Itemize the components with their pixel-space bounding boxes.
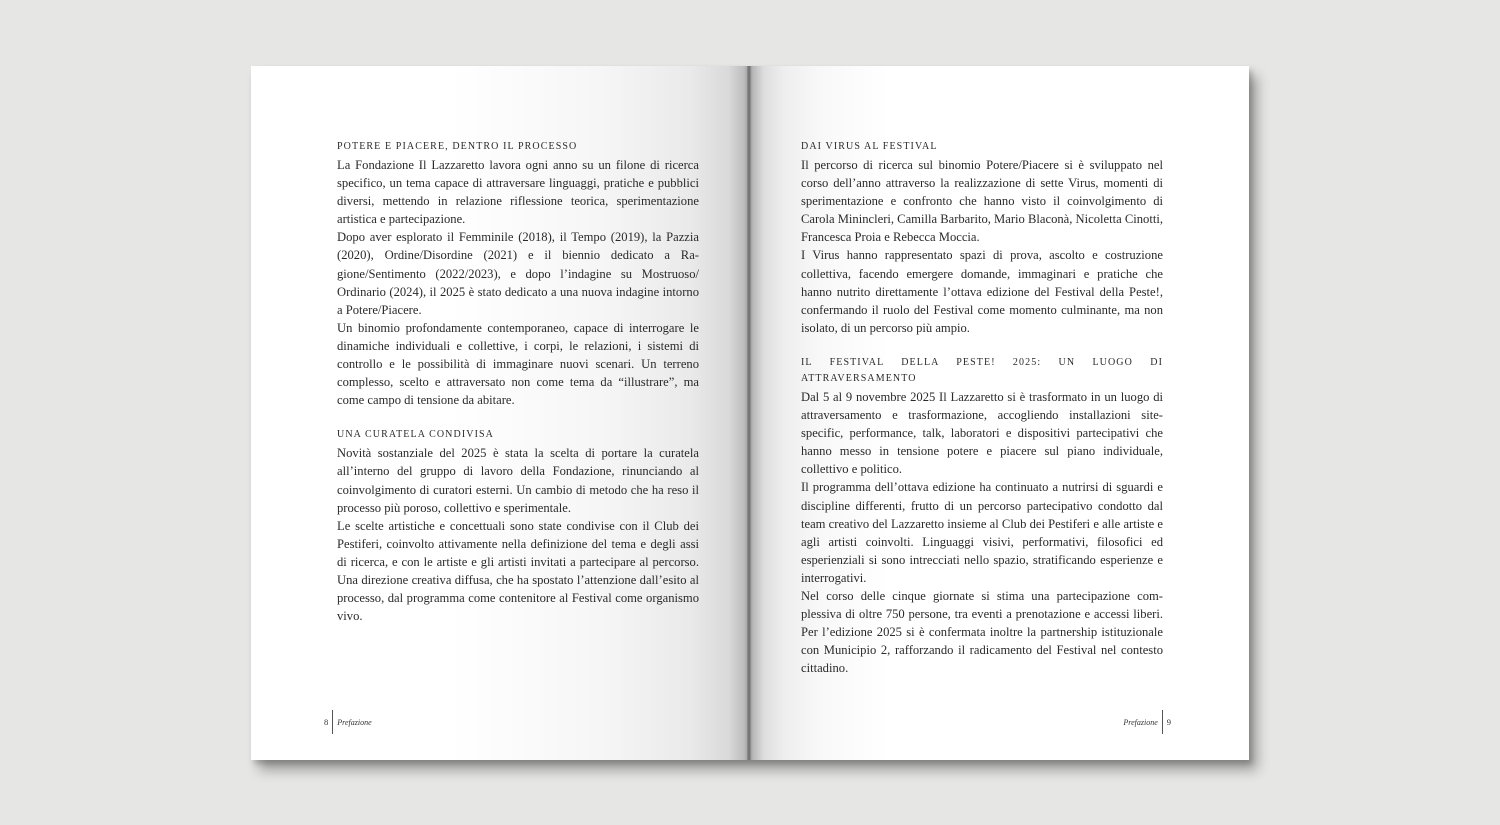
right-page bbox=[749, 66, 1249, 760]
paragraph: Un binomio profondamente contemporaneo, capace di interrogare le dinamiche individuali e collettive, i corpi, le relazioni, i sistemi di controllo e le possibilità di immaginare nuovi scenari. Un terreno complesso, scelto e attraversato non come tema da “illustrare”, ma come campo di tensione da abitare. bbox=[337, 320, 699, 408]
left-page bbox=[251, 66, 749, 760]
section-heading: POTERE E PIACERE, DENTRO IL PROCESSO bbox=[337, 141, 578, 152]
section-dai-virus-al-festival bbox=[801, 139, 1163, 337]
page-number: 8 bbox=[324, 717, 329, 727]
left-page-text bbox=[337, 139, 699, 643]
page-number: 9 bbox=[1166, 717, 1171, 727]
left-folio bbox=[324, 710, 372, 734]
running-title: Prefazione bbox=[337, 717, 372, 727]
paragraph: Novità sostanziale del 2025 è stata la scelta di portare la curatela all’interno del gruppo di lavoro della Fondazione, rinunciando al coinvolgimento di curatori esterni. Un cambio di metodo che ha reso il processo più poroso, collettivo e sperimentale. bbox=[337, 446, 699, 515]
paragraph: I Virus hanno rappresentato spazi di prova, ascolto e costruzione collettiva, facendo emergere domande, immaginari e pratiche che hanno nutrito direttamente l’ottava edizione del Festival della Peste!, confermando il ruolo del Festival come momento culminante, ma non isolato, di un percorso più ampio. bbox=[801, 248, 1163, 335]
paragraph: Il programma dell’ottava edizione ha continuato a nutrirsi di sguardi e discipline differenti, frutto di un percorso partecipativo condotto dal team creativo del Lazzaretto insieme al Club dei Pestiferi e alle artiste e agli artisti coinvolti. Linguaggi visivi, performativi, filosofici ed esperienziali si sono intrecciati nello spazio, stratificando esperienze e interrogativi. bbox=[801, 480, 1163, 585]
folio-divider bbox=[332, 710, 333, 734]
book-spine-gutter bbox=[747, 66, 751, 760]
section-heading: DAI VIRUS AL FESTIVAL bbox=[801, 141, 938, 152]
folio-divider bbox=[1162, 710, 1163, 734]
paragraph: Dal 5 al 9 novembre 2025 Il Lazzaretto si è trasformato in un luogo di attraversamento e trasformazione, accogliendo installazioni site-specific, performance, talk, laboratori e dispositivi partecipativi che hanno messo in tensione potere e piacere sul piano individuale, collettivo e politico. bbox=[801, 389, 1163, 477]
paragraph: Il percorso di ricerca sul binomio Potere/Piacere si è sviluppato nel corso dell’anno attraverso la realizzazione di sette Virus, momenti di sperimentazione e confronto che hanno visto il coinvolgimento di Carola Minincleri, Camilla Barbarito, Mario Blaconà, Nicoletta Cinotti, Francesca Proia e Rebecca Moccia. bbox=[801, 158, 1163, 245]
section-potere-e-piacere bbox=[337, 139, 699, 409]
open-book-spread bbox=[251, 66, 1249, 760]
running-title: Prefazione bbox=[1123, 717, 1158, 727]
paragraph: Nel corso delle cinque giornate si stima una partecipazione complessiva di oltre 750 persone, tra eventi a prenotazione e accessi liberi. Per l’edizione 2025 si è confermata inoltre la partnership istituzionale con Municipio 2, rafforzando il radicamento del Festival nel contesto cittadino. bbox=[801, 588, 1163, 676]
right-folio bbox=[1123, 710, 1171, 734]
section-curatela-condivisa bbox=[337, 427, 699, 625]
paragraph: Dopo aver esplorato il Femminile (2018), il Tempo (2019), la Pazzia (2020), Ordine/Disordine (2021) e il biennio dedicato a Ragione/Sentimento (2022/2023), e dopo l’indagine su Mostruoso/ Ordinario (2024), il 2025 è stato dedicato a una nuova indagine intorno a Potere/Piacere. bbox=[337, 230, 699, 317]
section-heading: IL FESTIVAL DELLA PESTE! 2025: UN LUOGO DI ATTRAVERSAMENTO bbox=[801, 356, 1163, 384]
section-festival-della-peste bbox=[801, 355, 1163, 678]
right-page-text bbox=[801, 139, 1163, 695]
section-heading: UNA CURATELA CONDIVISA bbox=[337, 429, 494, 441]
paragraph: La Fondazione Il Lazzaretto lavora ogni anno su un filone di ricerca specifico, un tema capace di attraversare linguaggi, pratiche e pubblici diversi, mettendo in relazione riflessione teorica, sperimentazione artistica e partecipazione. bbox=[337, 158, 699, 227]
paragraph: Le scelte artistiche e concettuali sono state condivise con il Club dei Pestiferi, coinvolto attivamente nella definizione del tema e degli assi di ricerca, e con le artiste e gli artisti invitati a partecipare al percorso. Una direzione creativa diffusa, che ha spostato l’attenzione dall’esito al processo, dal programma come contenitore al Festival come organismo vivo. bbox=[337, 518, 699, 624]
